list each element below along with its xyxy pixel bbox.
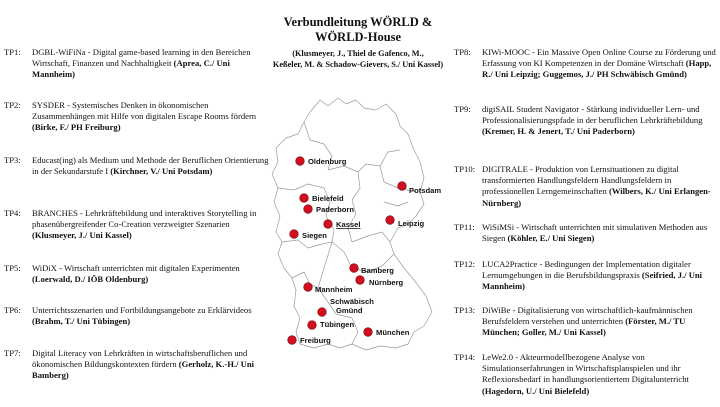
project-number: TP7:: [4, 348, 21, 358]
project-number: TP2:: [4, 100, 21, 110]
project-lead: (Birke, F./ PH Freiburg): [32, 122, 121, 133]
city-pin-leipzig: [386, 216, 395, 225]
city-label: Bielefeld: [312, 194, 344, 203]
project-lead: (Loerwald, D./ IÖB Oldenburg): [32, 274, 149, 285]
project-number: TP11:: [454, 222, 475, 232]
city-label: Siegen: [302, 231, 327, 240]
project-description: [482, 259, 720, 293]
city-pin-kassel: [324, 220, 333, 229]
project-description: [32, 47, 272, 81]
project-description: [32, 305, 272, 327]
project-number: TP9:: [454, 104, 471, 114]
project-number: TP4:: [4, 208, 21, 218]
city-pin-freiburg: [288, 336, 297, 345]
city-pin-bamberg: [350, 264, 359, 273]
city-label: Oldenburg: [308, 157, 347, 166]
project-lead: (Gerholz, K.-H./ Uni Bamberg): [32, 359, 254, 381]
city-label: Leipzig: [398, 219, 425, 228]
project-description: [32, 208, 272, 242]
project-lead: (Happ, R./ Uni Leipzig; Guggemos, J./ PH Schwäbisch Gmünd): [482, 58, 712, 80]
city-pin-schwäbisch-gmünd: [318, 308, 327, 317]
project-number: TP14:: [454, 352, 476, 362]
project-text: LeWe2.0 - Akteurmodellbezogene Analyse von Simulationserfahrungen in Wirtschaftsplanspielen und ihr Reflexionsbedarf in handlungsorientiertem Digitalunterricht: [482, 352, 689, 385]
project-text: SYSDER - Systemisches Denken in ökonomischen Zusammenhängen mit Hilfe von digitalen Escape Rooms fördern: [32, 100, 257, 122]
project-number: TP1:: [4, 47, 21, 57]
city-pin-siegen: [290, 230, 299, 239]
project-description: [482, 352, 720, 397]
city-pin-mannheim: [304, 283, 313, 292]
project-lead: (Seifried, J./ Uni Mannheim): [482, 270, 703, 292]
city-pin-paderborn: [304, 205, 313, 214]
project-number: TP8:: [454, 47, 471, 57]
city-pin-nürnberg: [356, 276, 365, 285]
project-lead: (Kirchner, V./ Uni Potsdam): [110, 166, 213, 177]
city-label: München: [376, 328, 410, 337]
project-text: LUCA2Practice - Bedingungen der Implementation digitaler Lernumgebungen in die Berufsbildungspraxis: [482, 259, 691, 281]
city-pin-münchen: [364, 328, 373, 337]
project-description: [482, 47, 720, 81]
project-description: [482, 164, 720, 209]
city-label: Freiburg: [300, 336, 331, 345]
authors: [262, 49, 454, 70]
project-lead: (Hagedorn, U./ Uni Bielefeld): [482, 385, 590, 396]
project-description: [482, 305, 720, 339]
project-description: [482, 104, 720, 138]
project-text: Educast(ing) als Medium und Methode der Beruflichen Orientierung in der Sekundarstufe I: [32, 155, 269, 177]
project-text: BRANCHES - Lehrkräftebildung und interaktives Storytelling in phasenübergreifender Co-Creation verzweigter Szenarien: [32, 208, 257, 230]
city-label: Bamberg: [361, 266, 394, 275]
project-number: TP3:: [4, 155, 21, 165]
project-text: KIWi-MOOC - Ein Massive Open Online Course zu Förderung und Erfassung von KI Kompetenzen in der Domäne Wirtschaft: [482, 47, 716, 69]
project-text: WiSiMSi - Wirtschaft unterrichten mit simulativen Methoden aus Siegen: [482, 222, 708, 244]
project-description: [32, 100, 272, 134]
city-label: Nürnberg: [369, 278, 404, 287]
project-description: [32, 155, 272, 177]
city-label: Paderborn: [316, 205, 354, 214]
city-label: Schwäbisch Gmünd: [330, 297, 374, 315]
project-lead: (Brahm, T./ Uni Tübingen): [32, 316, 131, 327]
city-label: Potsdam: [409, 186, 442, 195]
project-text: DGBL-WiFiNa - Digital game-based learning in den Bereichen Wirtschaft, Finanzen und Nachhaltigkeit: [32, 47, 251, 69]
city-pin-potsdam: [398, 182, 407, 191]
project-lead: (Kremer, H. & Jenert, T./ Uni Paderborn): [482, 126, 635, 137]
project-number: TP12:: [454, 259, 476, 269]
header: [262, 15, 454, 70]
title-line-2: WÖRLD-House: [314, 30, 402, 44]
city-label: Kassel: [336, 220, 361, 229]
project-text: DiWiBe - Digitalisierung von wirtschaftlich-kaufmännischen Berufsfeldern verstehen und unterrichten: [482, 305, 693, 327]
project-text: Digital Literacy von Lehrkräften in wirtschaftsberuflichen und ökonomischen Bildungskontexten fördern: [32, 348, 248, 370]
project-description: [482, 222, 720, 244]
city-label: Mannheim: [315, 285, 353, 294]
project-number: TP13:: [454, 305, 476, 315]
title-line-1: Verbundleitung WÖRLD &: [283, 15, 433, 29]
city-label: Tübingen: [320, 320, 355, 329]
page-title: [262, 15, 454, 45]
project-text: WiDiX - Wirtschaft unterrichten mit digitalen Experimenten: [32, 263, 240, 273]
project-number: TP6:: [4, 305, 21, 315]
project-text: Unterrichtsszenarien und Fortbildungsangebote zu Erklärvideos: [32, 305, 252, 315]
project-text: digiSAIL Student Navigator - Stärkung individueller Lern- und Professionalisierungspfade in der beruflichen Lehrkräftebildung: [482, 104, 703, 126]
state-border: [352, 232, 390, 242]
authors-line-1: (Klusmeyer, J., Thiel de Gafenco, M.,: [292, 49, 424, 58]
project-number: TP5:: [4, 263, 21, 273]
project-lead: (Förster, M./ TU München; Goller, M./ Uni Kassel): [482, 316, 686, 338]
project-text: DIGITRALE - Produktion von Lernsituationen zu digital transformierten Handlungsfeldern Handlungsfeldern in professionellen Lerngemeinschaften: [482, 164, 679, 197]
project-number: TP10:: [454, 164, 476, 174]
state-border: [282, 240, 332, 248]
city-pin-oldenburg: [296, 157, 305, 166]
project-lead: (Köhler, E./ Uni Siegen): [507, 233, 595, 244]
authors-line-2: Keßeler, M. & Schadow-Gievers, S./ Uni Kassel): [272, 59, 444, 69]
germany-map: [248, 92, 446, 407]
project-lead: (Aprea, C./ Uni Mannheim): [32, 58, 230, 80]
project-description: [32, 263, 272, 285]
city-pin-bielefeld: [300, 194, 309, 203]
state-border: [384, 202, 408, 206]
project-description: [32, 348, 272, 382]
city-pin-tübingen: [308, 321, 317, 330]
project-lead: (Klusmeyer, J./ Uni Kassel): [32, 230, 132, 241]
project-lead: (Wilbers, K./ Uni Erlangen-Nürnberg): [482, 186, 711, 208]
